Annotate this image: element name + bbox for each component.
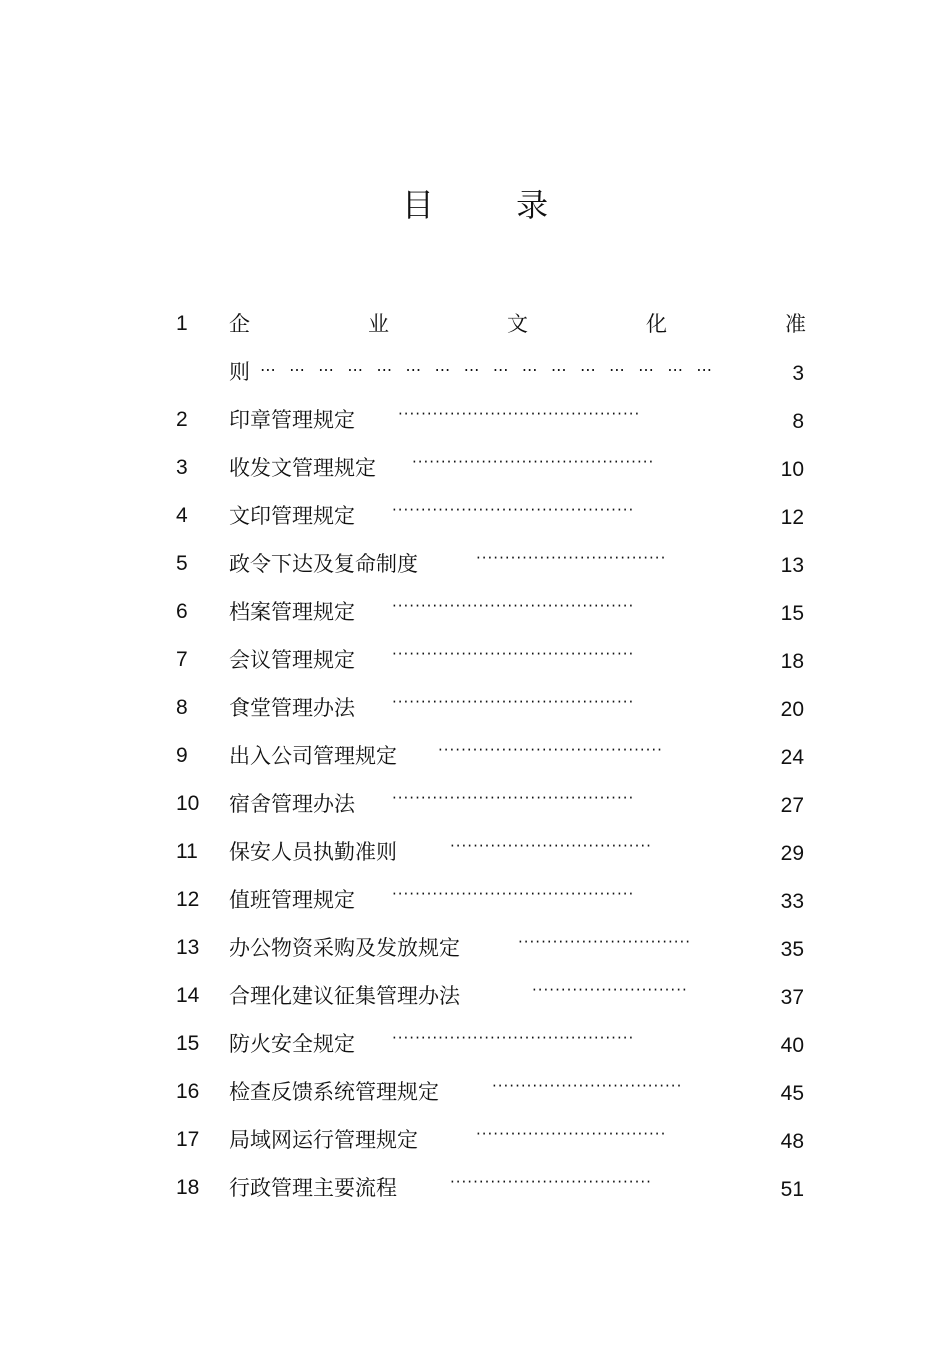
toc-entry-char: 准 xyxy=(785,312,806,336)
toc-entry-page: 24 xyxy=(780,746,804,769)
toc-leader-dots: ·········································· xyxy=(392,789,635,807)
toc-entry-char: 文 xyxy=(507,312,528,336)
toc-leader-dots: ·········································· xyxy=(392,597,635,615)
toc-leader-dots: ·········································· xyxy=(412,453,655,471)
toc-entry-1-continuation[interactable] xyxy=(176,348,806,396)
toc-entry-label: 档案管理规定 xyxy=(229,600,355,624)
toc-entry-number: 3 xyxy=(176,456,188,479)
toc-leader-dots: ·········································· xyxy=(392,645,635,663)
toc-entry-number: 18 xyxy=(176,1176,200,1199)
toc-entry-label: 行政管理主要流程 xyxy=(229,1176,397,1200)
toc-entry-number: 5 xyxy=(176,552,188,575)
toc-entry-label: 食堂管理办法 xyxy=(229,696,355,720)
toc-entry-14[interactable] xyxy=(176,972,806,1020)
toc-entry-label: 检查反馈系统管理规定 xyxy=(229,1080,439,1104)
toc-entry-6[interactable] xyxy=(176,588,806,636)
toc-entry-18[interactable] xyxy=(176,1164,806,1212)
toc-entry-10[interactable] xyxy=(176,780,806,828)
toc-entry-number: 13 xyxy=(176,936,200,959)
toc-entry-label: 文印管理规定 xyxy=(229,504,355,528)
toc-entry-number: 12 xyxy=(176,888,200,911)
toc-entry-3[interactable] xyxy=(176,444,806,492)
toc-entry-number: 17 xyxy=(176,1128,200,1151)
toc-entry-17[interactable] xyxy=(176,1116,806,1164)
toc-entry-page: 51 xyxy=(780,1178,804,1201)
toc-entry-page: 37 xyxy=(780,986,804,1009)
toc-entry-page: 15 xyxy=(780,602,804,625)
toc-leader-dots: ································· xyxy=(492,1077,683,1095)
toc-entry-page: 10 xyxy=(780,458,804,481)
toc-entry-number: 10 xyxy=(176,792,200,815)
toc-entry-char: 化 xyxy=(646,312,667,336)
toc-entry-page: 45 xyxy=(780,1082,804,1105)
toc-entry-number: 11 xyxy=(176,840,198,863)
toc-entry-page: 40 xyxy=(780,1034,804,1057)
toc-leader-dots: ································· xyxy=(476,549,667,567)
toc-entry-number: 8 xyxy=(176,696,188,719)
toc-entry-label: 收发文管理规定 xyxy=(229,456,376,480)
toc-leader-dots: ······························ xyxy=(518,933,692,951)
toc-entry-label: 会议管理规定 xyxy=(229,648,355,672)
toc-entry-char: 企 xyxy=(229,312,250,336)
toc-leader-dots: ·········································· xyxy=(392,501,635,519)
toc-entry-label: 印章管理规定 xyxy=(229,408,355,432)
toc-entry-label: 合理化建议征集管理办法 xyxy=(229,984,460,1008)
toc-entry-9[interactable] xyxy=(176,732,806,780)
toc-entry-label: 政令下达及复命制度 xyxy=(229,552,418,576)
toc-entry-label: 局域网运行管理规定 xyxy=(229,1128,418,1152)
toc-leader-dots: ·········································· xyxy=(392,885,635,903)
toc-leader-dots: ································· xyxy=(476,1125,667,1143)
toc-entry-number: 2 xyxy=(176,408,188,431)
toc-entry-page: 8 xyxy=(792,410,804,433)
toc-entry-char: 业 xyxy=(368,312,389,336)
toc-entry-page: 33 xyxy=(780,890,804,913)
toc-entry-number: 15 xyxy=(176,1032,200,1055)
toc-entry-page: 48 xyxy=(780,1130,804,1153)
toc-leader-dots: ⋯ ⋯ ⋯ ⋯ ⋯ ⋯ ⋯ ⋯ ⋯ ⋯ ⋯ ⋯ ⋯ ⋯ ⋯ ⋯ xyxy=(260,360,717,379)
toc-entry-page: 13 xyxy=(780,554,804,577)
page-title: 目 录 xyxy=(401,186,585,224)
toc-entry-16[interactable] xyxy=(176,1068,806,1116)
toc-leader-dots: ··································· xyxy=(450,837,652,855)
toc-entry-5[interactable] xyxy=(176,540,806,588)
toc-leader-dots: ·········································· xyxy=(392,693,635,711)
toc-leader-dots: ·········································· xyxy=(398,405,641,423)
toc-entry-page: 35 xyxy=(780,938,804,961)
toc-entry-11[interactable] xyxy=(176,828,806,876)
toc-entry-page: 12 xyxy=(780,506,804,529)
toc-entry-4[interactable] xyxy=(176,492,806,540)
toc-leader-dots: ······································· xyxy=(438,741,663,759)
toc-entry-number: 4 xyxy=(176,504,188,527)
toc-entry-12[interactable] xyxy=(176,876,806,924)
toc-entry-page: 18 xyxy=(780,650,804,673)
toc-entry-7[interactable] xyxy=(176,636,806,684)
toc-entry-number: 1 xyxy=(176,312,188,335)
toc-entry-15[interactable] xyxy=(176,1020,806,1068)
toc-entry-label: 防火安全规定 xyxy=(229,1032,355,1056)
toc-entry-label: 宿舍管理办法 xyxy=(229,792,355,816)
toc-entry-label: 值班管理规定 xyxy=(229,888,355,912)
toc-entry-label: 则 xyxy=(229,360,250,384)
toc-entry-2[interactable] xyxy=(176,396,806,444)
table-of-contents xyxy=(176,300,806,1212)
toc-entry-page: 20 xyxy=(780,698,804,721)
toc-entry-8[interactable] xyxy=(176,684,806,732)
toc-entry-page: 27 xyxy=(780,794,804,817)
toc-entry-number: 16 xyxy=(176,1080,200,1103)
toc-entry-label: 办公物资采购及发放规定 xyxy=(229,936,460,960)
toc-leader-dots: ·········································· xyxy=(392,1029,635,1047)
toc-entry-label-spread xyxy=(229,300,806,348)
toc-entry-label: 出入公司管理规定 xyxy=(229,744,397,768)
toc-leader-dots: ··························· xyxy=(532,981,688,999)
toc-entry-1[interactable] xyxy=(176,300,806,348)
toc-entry-number: 9 xyxy=(176,744,188,767)
toc-entry-label: 保安人员执勤准则 xyxy=(229,840,397,864)
toc-entry-page: 29 xyxy=(780,842,804,865)
toc-entry-number: 7 xyxy=(176,648,188,671)
toc-entry-13[interactable] xyxy=(176,924,806,972)
toc-entry-number: 14 xyxy=(176,984,200,1007)
toc-entry-number: 6 xyxy=(176,600,188,623)
toc-entry-page: 3 xyxy=(792,362,804,385)
toc-leader-dots: ··································· xyxy=(450,1173,652,1191)
